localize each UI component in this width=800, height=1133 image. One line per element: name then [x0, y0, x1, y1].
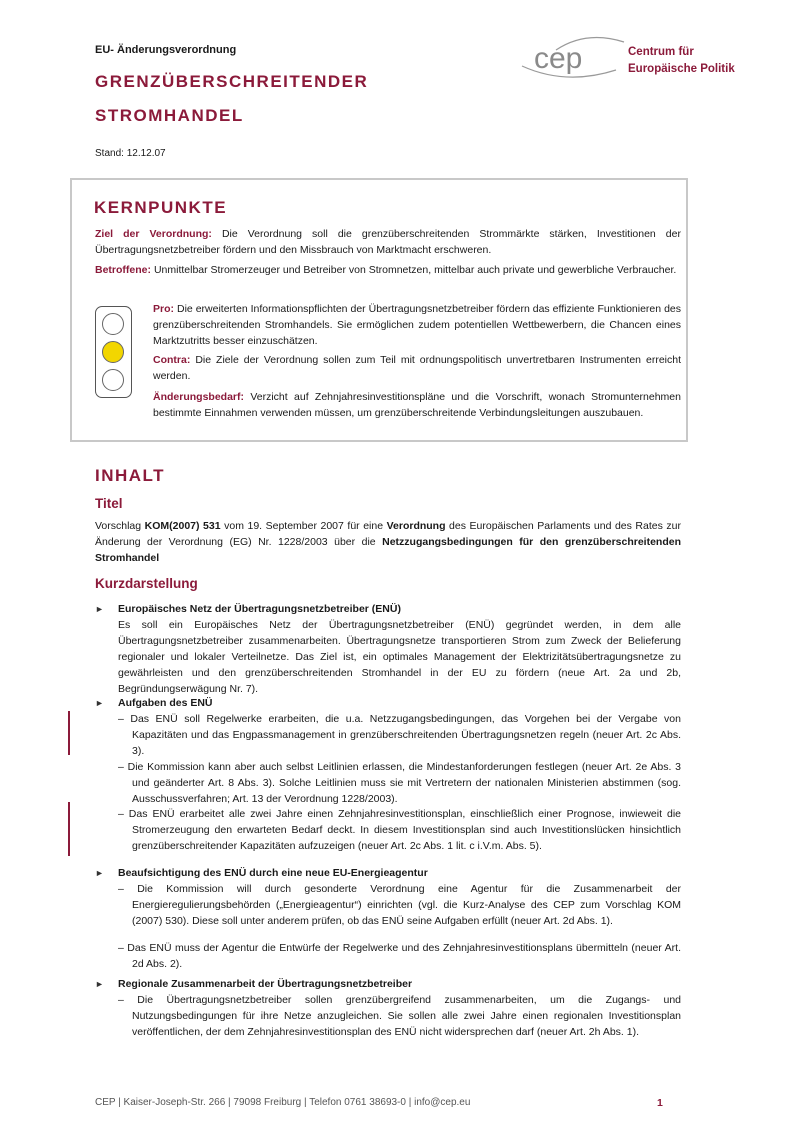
bullet-arrow-icon: ►	[95, 979, 104, 989]
bedarf-paragraph	[153, 389, 681, 421]
titel-text-1: Vorschlag	[95, 520, 145, 532]
b1-heading: Europäisches Netz der Übertragungsnetzbetreiber (ENÜ)	[118, 603, 401, 615]
footer-address: CEP | Kaiser-Joseph-Str. 266 | 79098 Freiburg | Telefon 0761 38693-0 | info@cep.eu	[95, 1097, 471, 1108]
traffic-light-icon	[95, 306, 132, 398]
b2-dash-2: – Die Kommission kann aber auch selbst Leitlinien erlassen, die Mindestanforderungen festlegen (neuer Art. 2e Abs. 3 und geänderter Art. 8 Abs. 3). Solche Leitlinien muss sie mit Vertretern der nationalen Ministerien abstimmen (sog. Ausschussverfahren; Art. 13 der Verordnung 1228/2003).	[118, 761, 681, 805]
b3-dash-1: – Die Kommission will durch gesonderte Verordnung eine Agentur für die Zusammenarbeit der Energieregulierungsbehörden („Energieagentur“) einrichten (vgl. die Kurz-Analyse des CEP zum Vorschlag KOM (2007) 530). Diese soll unter anderem prüfen, ob das ENÜ seine Aufgaben erfüllt (neuer Art. 2d Abs. 1).	[118, 883, 681, 927]
date-stand: Stand: 12.12.07	[95, 148, 166, 159]
ziel-paragraph	[95, 226, 681, 258]
betroffene-paragraph	[95, 262, 681, 278]
title-line-2: STROMHANDEL	[95, 106, 244, 125]
b1-text: Es soll ein Europäisches Netz der Übertragungsnetzbetreiber (ENÜ) gegründet werden, in dem alle Übertragungsnetzbetreiber zusammenarbeiten. Übertragungsnetze transportieren Strom zum Zweck der Belieferung regionaler und lokaler Verteilnetze. Das Ziel ist, ein optimales Management der Elektrizitätsübertragungsnetze zu gewährleisten und den grenzüberschreitenden Stromhandel in der EU zu fördern (neue Art. 2a und 2b, Begründungserwägung Nr. 7).	[118, 619, 681, 695]
b2-heading: Aufgaben des ENÜ	[118, 697, 213, 709]
pro-paragraph	[153, 301, 681, 349]
bullet-arrow-icon: ►	[95, 698, 104, 708]
logo-line-1: Centrum für	[628, 46, 694, 58]
logo-line-2: Europäische Politik	[628, 63, 735, 75]
page-number: 1	[657, 1097, 663, 1109]
inhalt-heading: INHALT	[95, 466, 166, 485]
bedarf-text: Verzicht auf Zehnjahresinvestitionspläne und die Vorschrift, wonach Stromunternehmen bestimmte Einnahmen verwenden müssen, um grenzüberschreitende Verbindungsleitungen auszubauen.	[153, 391, 681, 419]
kurzdarstellung-heading: Kurzdarstellung	[95, 576, 198, 591]
titel-text-2: vom 19. September 2007 für eine	[220, 520, 387, 532]
pro-text: Die erweiterten Informationspflichten der Übertragungsnetzbetreiber fördern das effiziente Funktionieren des grenzüberschreitenden Stromhandels. Sie ermöglichen zudem potentiellen Wettbewerbern, die Chancen eines Marktzutritts besser einzuschätzen.	[153, 303, 681, 347]
ziel-label: Ziel der Verordnung:	[95, 228, 212, 240]
bullet-arrow-icon: ►	[95, 604, 104, 614]
betroffene-label: Betroffene:	[95, 264, 152, 276]
b3-heading: Beaufsichtigung des ENÜ durch eine neue EU-Energieagentur	[118, 867, 428, 879]
b3-dash-2: – Das ENÜ muss der Agentur die Entwürfe der Regelwerke und des Zehnjahresinvestitionsplans übermitteln (neuer Art. 2d Abs. 2).	[118, 942, 681, 970]
ziel-text: Die Verordnung soll die grenzüberschreitenden Strommärkte stärken, Investitionen der Übertragungsnetzbetreiber fördern und den Missbrauch von Marktmacht erschweren.	[95, 228, 681, 256]
bedarf-label: Änderungsbedarf:	[153, 391, 245, 403]
titel-heading: Titel	[95, 496, 123, 511]
logo-text	[628, 44, 735, 78]
traffic-light-bottom-lamp	[102, 369, 124, 391]
b4-heading: Regionale Zusammenarbeit der Übertragungsnetzbetreiber	[118, 978, 413, 990]
contra-paragraph	[153, 352, 681, 384]
titel-kom: KOM(2007) 531	[144, 520, 221, 532]
change-bar	[68, 711, 70, 755]
titel-bold-end: Netzzugangsbedingungen für den grenzüberschreitenden Stromhandel	[95, 536, 682, 564]
betroffene-text: Unmittelbar Stromerzeuger und Betreiber von Stromnetzen, mittelbar auch private und gewerbliche Verbraucher.	[153, 264, 677, 276]
b4-dash-1: – Die Übertragungsnetzbetreiber sollen grenzübergreifend zusammenarbeiten, um die Zugangs- und Nutzungsbedingungen für ihre Netze anzugleichen. Sie sollen alle zwei Jahre einen regionalen Investitionsplan veröffentlichen, der dem Zehnjahresinvestitionsplan des ENÜ nicht widersprechen darf (neuer Art. 2h Abs. 1).	[118, 994, 681, 1038]
change-bar	[68, 802, 70, 856]
contra-label: Contra:	[153, 354, 191, 366]
titel-paragraph	[95, 518, 681, 566]
b2-dash-3: – Das ENÜ erarbeitet alle zwei Jahre einen Zehnjahresinvestitionsplan, einschließlich einer Prognose, inwieweit die Stromerzeugung den erwarteten Bedarf deckt. In diesem Investitionsplan sind auch Investitionslücken hinsichtlich grenzüberschreitender Kapazitäten aufzuzeigen (neuer Art. 2c Abs. 1 lit. c i.V.m. Abs. 5).	[118, 808, 681, 852]
document-type: EU- Änderungsverordnung	[95, 44, 237, 56]
traffic-light-top-lamp	[102, 313, 124, 335]
titel-verordnung: Verordnung	[386, 520, 446, 532]
logo-mark: cep	[534, 42, 583, 75]
contra-text: Die Ziele der Verordnung sollen zum Teil mit ordnungspolitisch unvertretbaren Instrumenten erreicht werden.	[153, 354, 681, 382]
traffic-light-yellow-lamp	[102, 341, 124, 363]
pro-label: Pro:	[153, 303, 174, 315]
bullet-arrow-icon: ►	[95, 868, 104, 878]
kernpunkte-heading: KERNPUNKTE	[94, 198, 228, 217]
titel-text-3: des Europäischen Parlaments und des Rates zur Änderung der Verordnung (EG) Nr. 1228/2003 über die	[95, 520, 681, 548]
b2-dash-1: – Das ENÜ soll Regelwerke erarbeiten, die u.a. Netzzugangsbedingungen, das Vorgehen bei der Vergabe von Kapazitäten und das Engpassmanagement in grenzüberschreitenden Übertragungsnetzen regeln (neuer Art. 2c Abs. 3).	[118, 713, 681, 757]
title-line-1: GRENZÜBERSCHREITENDER	[95, 72, 369, 91]
